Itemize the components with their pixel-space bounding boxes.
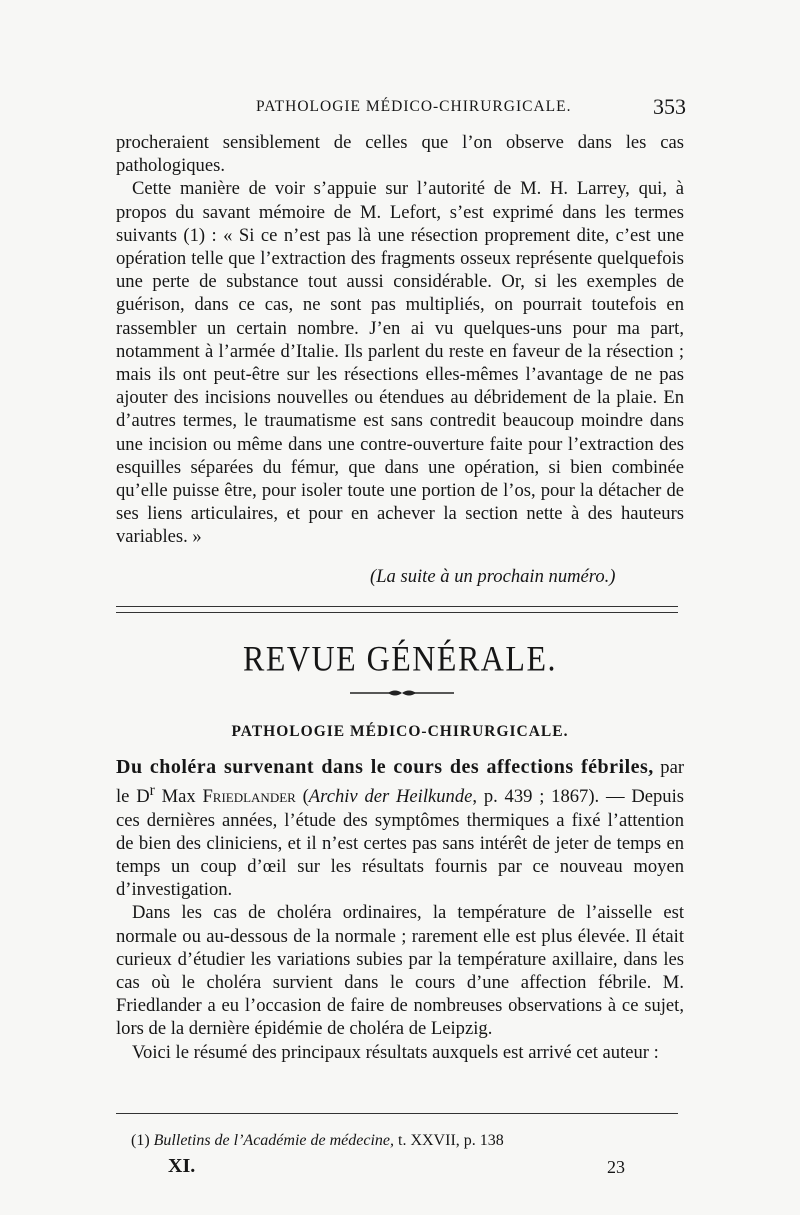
footnote-rule <box>116 1113 678 1114</box>
footnote-journal: Bulletins de l’Académie de médecine, <box>153 1132 394 1149</box>
running-head <box>116 94 686 124</box>
paragraph: Cette manière de voir s’appuie sur l’autorité de M. H. Larrey, qui, à propos du savant mémoire de M. Lefort, s’est exprimé dans les termes suivants (1) : « Si ce n’est pas là une résection proprement dite, c’est une opération telle que l’extraction des fragments osseux représente quelquefois une perte de substance tout aussi considérable. Or, si les exemples de guérison, dans ce cas, ne sont pas multipliés, on pourrait toutefois en rassembler un certain nombre. J’en ai vu quelques-uns pour ma part, notamment à l’armée d’Italie. Ils parlent du reste en faveur de la résection ; mais ils ont peut-être sur les résections elles-mêmes l’avantage de ne pas ajouter des incisions nouvelles ou étendues au débridement de la plaie. En d’autres termes, le traumatisme est sans contredit beaucoup moindre dans une incision ou même dans une contre-ouverture faite pour l’extraction des esquilles séparées du fémur, que dans une opération, si bien combinée qu’elle puisse être, pour isoler toute une portion de l’os, pour la détacher de ses liens articulaires, et pour en achever la section nette à des hauteurs variables. » <box>116 178 684 548</box>
section-title: REVUE GÉNÉRALE. <box>242 637 557 679</box>
page-number: 353 <box>653 94 686 119</box>
section-divider <box>116 606 678 613</box>
footnote <box>131 1131 691 1151</box>
paragraph: Dans les cas de choléra ordinaires, la température de l’aisselle est normale ou au-dessous de la normale ; rarement elle est plus élevée. Il était curieux d’étudier les variations subies par la température axillaire, dans les cas où le choléra survient dans le cours d’une affection fébrile. M. Friedlander a eu l’occasion de faire de nombreuses observations à ce sujet, lors de la dernière épidémie de choléra de Leipzig. <box>116 902 684 1040</box>
article-title: Du choléra survenant dans le cours des affections fébriles, <box>116 756 654 778</box>
paragraph: Voici le résumé des principaux résultats auxquels est arrivé cet auteur : <box>132 1041 659 1063</box>
author-first: Max <box>154 786 203 808</box>
running-head-title: PATHOLOGIE MÉDICO-CHIRURGICALE. <box>256 98 572 115</box>
by-prefix: par le D <box>116 757 685 808</box>
sheet-number: 23 <box>607 1157 625 1177</box>
article-body <box>116 756 684 1064</box>
reference-tail: , p. 439 ; 1867). — Depuis ces dernières années, l’étude des symptômes thermiques a fixé l’attention de bien des cliniciens, et il n’est certes pas sans intérêt de jeter de temps en temps un coup d’œil sur les résultats fournis par ce nouveau moyen d’investigation. <box>116 786 685 901</box>
author-last: Friedlander <box>202 786 296 808</box>
subsection-title: PATHOLOGIE MÉDICO-CHIRURGICALE. <box>231 723 569 740</box>
journal-title: Archiv der Heilkunde <box>308 786 473 808</box>
doctor-sup: r <box>149 782 155 800</box>
footnote-marker: (1) <box>131 1132 150 1149</box>
paragraph: procheraient sensiblement de celles que l’on observe dans les cas pathologiques. <box>116 132 684 177</box>
footnote-ref: t. XXVII, p. 138 <box>394 1132 504 1149</box>
ornament-divider <box>350 688 454 698</box>
article-paragraph <box>116 756 684 901</box>
body-text-continuation <box>116 131 684 549</box>
signature-mark: XI. <box>168 1155 196 1177</box>
paren-open: ( <box>295 786 309 808</box>
continued-note: (La suite à un prochain numéro.) <box>370 566 616 587</box>
